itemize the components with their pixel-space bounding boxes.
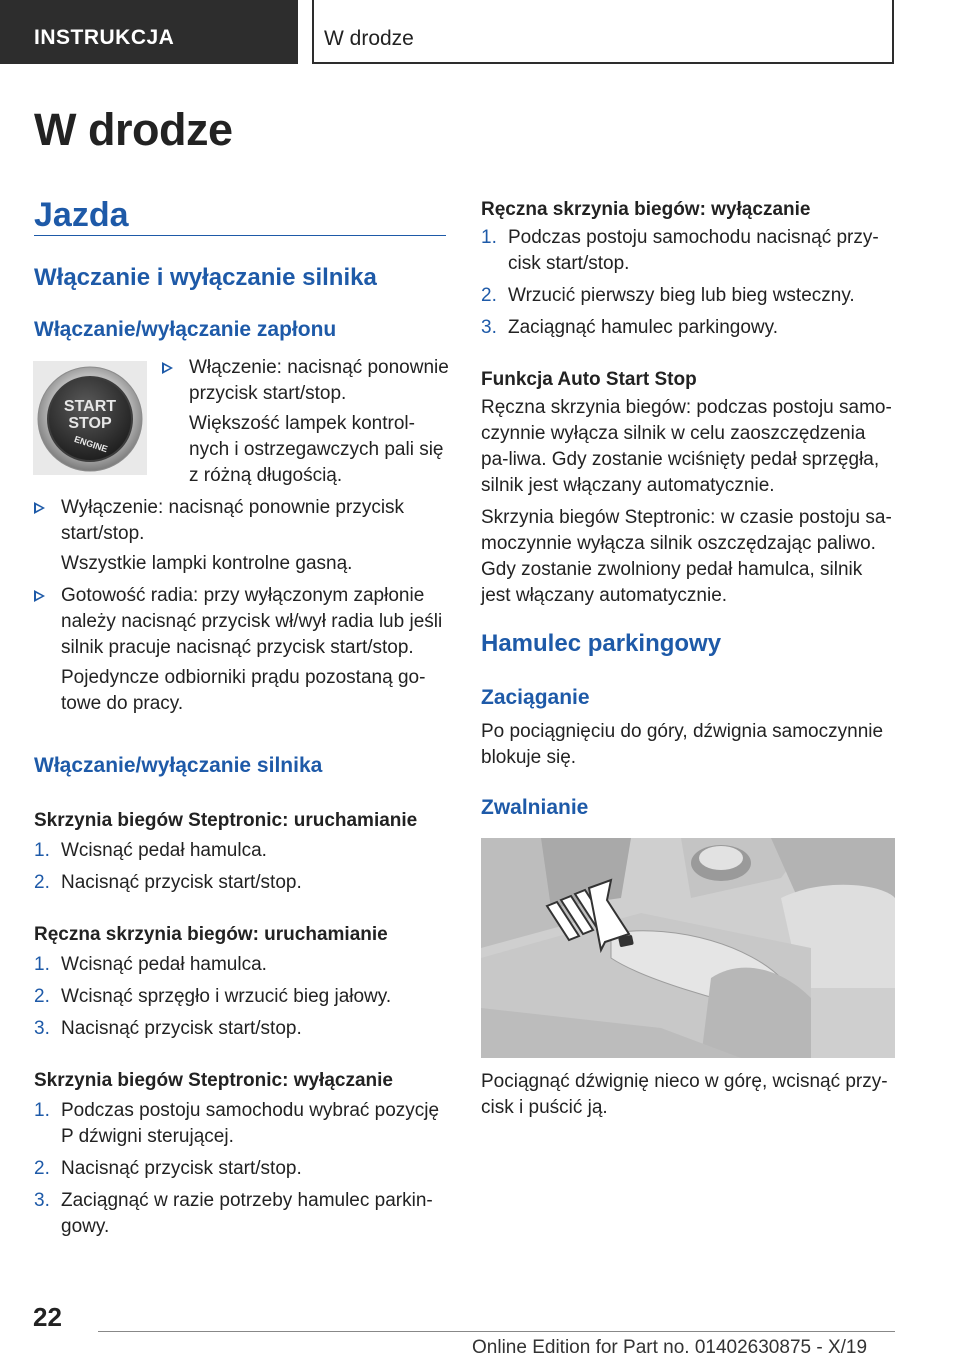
bullet-text: Pojedyncze odbiorniki prądu pozostaną go-towe do pracy. xyxy=(61,667,426,714)
step-item xyxy=(481,315,895,341)
section-header xyxy=(34,196,446,236)
step-number: 1. xyxy=(34,954,50,975)
apply-text: Po pociągnięciu do góry, dźwignia samoczynnie blokuje się. xyxy=(481,721,884,768)
footer-edition: Online Edition for Part no. 01402630875 - X/19 xyxy=(472,1337,868,1358)
subsection-title: Włączanie i wyłączanie silnika xyxy=(34,264,377,291)
header-tab-label: INSTRUKCJA xyxy=(34,26,175,49)
parking-brake-image xyxy=(481,838,895,1058)
start-label: START xyxy=(63,398,117,415)
bullet-item xyxy=(34,495,446,547)
steptronic-start-heading: Skrzynia biegów Steptronic: uruchamianie xyxy=(34,810,418,831)
section-title: Jazda xyxy=(34,196,129,234)
manual-stop-heading: Ręczna skrzynia biegów: wyłączanie xyxy=(481,199,811,220)
bullet-item xyxy=(162,355,452,407)
step-text: Nacisnąć przycisk start/stop. xyxy=(61,872,302,893)
step-item xyxy=(34,984,446,1010)
step-item xyxy=(481,225,895,277)
step-item xyxy=(34,870,446,896)
step-item xyxy=(34,1098,446,1150)
bullet-text: Wszystkie lampki kontrolne gasną. xyxy=(61,553,353,574)
bullet-text: Włączenie: nacisnąć ponownie przycisk start/stop. xyxy=(189,357,449,404)
step-item xyxy=(34,838,446,864)
step-number: 1. xyxy=(481,227,497,248)
bullet-item xyxy=(34,583,446,661)
step-text: Podczas postoju samochodu nacisnąć przy-cisk start/stop. xyxy=(508,227,879,274)
step-number: 2. xyxy=(34,872,50,893)
bullet-text: Gotowość radia: przy wyłączonym zapłonie należy nacisnąć przycisk wł/wył radia lub jeśli silnik pracuje nacisnąć przycisk start/stop. xyxy=(61,585,443,658)
step-number: 1. xyxy=(34,1100,50,1121)
header-chapter-label: W drodze xyxy=(324,27,414,50)
step-item xyxy=(481,283,895,309)
page-number: 22 xyxy=(33,1302,62,1332)
step-item xyxy=(34,1156,446,1182)
steptronic-stop-heading: Skrzynia biegów Steptronic: wyłączanie xyxy=(34,1070,393,1091)
step-text: Wcisnąć sprzęgło i wrzucić bieg jałowy. xyxy=(61,986,392,1007)
bullet-text: Większość lampek kontrol-nych i ostrzegawczych pali się z różną długością. xyxy=(189,413,444,486)
bullet-continuation xyxy=(34,551,446,577)
step-text: Zaciągnąć w razie potrzeby hamulec parkin-gowy. xyxy=(61,1190,433,1237)
ignition-title: Włączanie/wyłączanie zapłonu xyxy=(34,318,337,341)
page-title: W drodze xyxy=(34,104,233,155)
step-text: Wcisnąć pedał hamulca. xyxy=(61,840,267,861)
step-item xyxy=(34,952,446,978)
step-number: 2. xyxy=(34,1158,50,1179)
apply-title: Zaciąganie xyxy=(481,686,590,709)
footer-divider xyxy=(98,1331,895,1332)
step-text: Nacisnąć przycisk start/stop. xyxy=(61,1018,302,1039)
step-number: 3. xyxy=(34,1190,50,1211)
bullet-triangle-icon xyxy=(162,362,173,374)
release-text: Pociągnąć dźwignię nieco w górę, wcisnąć przy-cisk i puścić ją. xyxy=(481,1071,888,1118)
step-number: 3. xyxy=(34,1018,50,1039)
bullet-text: Wyłączenie: nacisnąć ponownie przycisk start/stop. xyxy=(61,497,405,544)
step-text: Zaciągnąć hamulec parkingowy. xyxy=(508,317,779,338)
header-tab-chapter xyxy=(312,0,894,64)
step-number: 1. xyxy=(34,840,50,861)
step-number: 3. xyxy=(481,317,497,338)
auto-start-stop-heading: Funkcja Auto Start Stop xyxy=(481,369,697,390)
step-text: Wrzucić pierwszy bieg lub bieg wsteczny. xyxy=(508,285,855,306)
bullet-continuation xyxy=(34,665,446,717)
auto-paragraph-manual: Ręczna skrzynia biegów: podczas postoju samo-czynnie wyłącza silnik w celu zaoszczędzenia pa-liwa. Gdy zostanie wciśnięty pedał sprzęgła, silnik jest włączany automatycznie. xyxy=(481,397,892,496)
start-stop-button-image xyxy=(33,361,147,475)
bullet-continuation xyxy=(162,411,452,489)
engine-label: ENGINE xyxy=(72,434,109,455)
engine-title: Włączanie/wyłączanie silnika xyxy=(34,754,323,777)
step-text: Podczas postoju samochodu wybrać pozycję P dźwigni sterującej. xyxy=(61,1100,440,1147)
bullet-triangle-icon xyxy=(34,590,45,602)
step-number: 2. xyxy=(481,285,497,306)
stop-label: STOP xyxy=(68,415,112,432)
release-title: Zwalnianie xyxy=(481,796,589,819)
step-text: Wcisnąć pedał hamulca. xyxy=(61,954,267,975)
bullet-triangle-icon xyxy=(34,502,45,514)
step-item xyxy=(34,1016,446,1042)
step-item xyxy=(34,1188,446,1240)
auto-paragraph-steptronic: Skrzynia biegów Steptronic: w czasie postoju sa-moczynnie wyłącza silnik oszczędzając paliwo. Gdy zostanie zwolniony pedał hamulca, silnik jest włączany automatycznie. xyxy=(481,507,892,606)
manual-start-heading: Ręczna skrzynia biegów: uruchamianie xyxy=(34,924,388,945)
step-text: Nacisnąć przycisk start/stop. xyxy=(61,1158,302,1179)
parking-brake-title: Hamulec parkingowy xyxy=(481,630,722,657)
step-number: 2. xyxy=(34,986,50,1007)
header-tab-manual xyxy=(0,0,298,64)
